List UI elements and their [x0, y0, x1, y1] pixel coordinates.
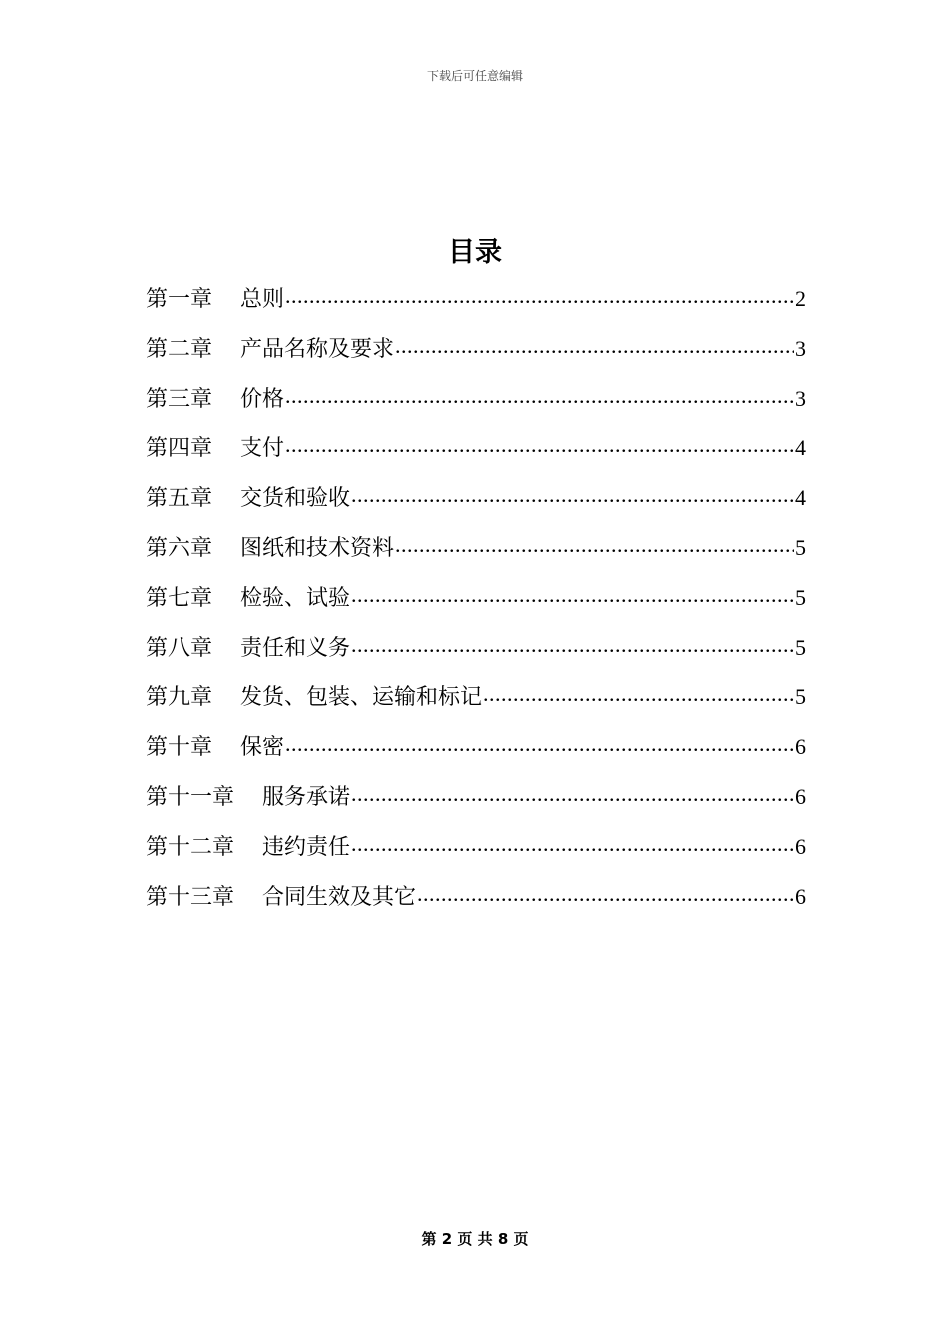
toc-chapter-title: 违约责任 — [262, 834, 351, 860]
toc-page-number: 5 — [795, 534, 806, 560]
header-note: 下载后可任意编辑 — [426, 69, 523, 83]
toc-chapter-number: 第十三章 — [146, 884, 235, 910]
toc-chapter-title: 责任和义务 — [240, 635, 351, 661]
toc-title: 目录 — [448, 237, 502, 268]
toc-page-number: 6 — [795, 734, 806, 760]
toc-chapter-title: 发货、包装、运输和标记 — [240, 685, 483, 711]
toc-chapter-number: 第十一章 — [146, 784, 235, 810]
toc-entry[interactable] — [146, 678, 806, 728]
toc-page-number: 3 — [795, 335, 806, 361]
toc-entry[interactable] — [146, 479, 806, 529]
toc-chapter-number: 第六章 — [146, 535, 213, 561]
toc-dot-leader — [351, 635, 794, 655]
toc-entry[interactable] — [146, 878, 806, 928]
table-of-contents — [146, 280, 806, 927]
toc-chapter-number: 第七章 — [146, 585, 213, 611]
toc-entry[interactable] — [146, 728, 806, 778]
toc-chapter-number: 第十二章 — [146, 834, 235, 860]
toc-entry[interactable] — [146, 629, 806, 679]
toc-entry[interactable] — [146, 828, 806, 878]
toc-chapter-title: 图纸和技术资料 — [240, 535, 395, 561]
toc-dot-leader — [395, 535, 794, 555]
toc-dot-leader — [417, 884, 794, 904]
toc-page-number: 5 — [795, 634, 806, 660]
toc-dot-leader — [351, 485, 794, 505]
toc-chapter-number: 第三章 — [146, 386, 213, 412]
toc-dot-leader — [351, 784, 794, 804]
toc-chapter-title: 服务承诺 — [262, 784, 351, 810]
toc-page-number: 6 — [795, 783, 806, 809]
toc-chapter-number: 第四章 — [146, 436, 213, 462]
toc-chapter-title: 保密 — [240, 735, 285, 761]
toc-chapter-title: 交货和验收 — [240, 486, 351, 512]
toc-page-number: 2 — [795, 286, 806, 311]
toc-chapter-number: 第一章 — [146, 287, 213, 312]
toc-entry[interactable] — [146, 330, 806, 380]
toc-dot-leader — [483, 684, 794, 704]
toc-chapter-title: 价格 — [240, 386, 285, 412]
toc-page-number: 6 — [795, 883, 806, 909]
toc-dot-leader — [395, 336, 794, 356]
toc-dot-leader — [285, 734, 794, 754]
toc-page-number: 6 — [795, 833, 806, 859]
toc-page-number: 3 — [795, 385, 806, 411]
toc-dot-leader — [285, 386, 794, 406]
toc-chapter-title: 支付 — [240, 436, 285, 462]
toc-chapter-title: 产品名称及要求 — [240, 336, 395, 362]
toc-chapter-title: 检验、试验 — [240, 585, 351, 611]
toc-entry[interactable] — [146, 778, 806, 828]
toc-entry[interactable] — [146, 280, 806, 330]
page-indicator: 第 2 页 共 8 页 — [421, 1230, 529, 1248]
toc-page-number: 4 — [795, 435, 806, 461]
toc-page-number: 5 — [795, 684, 806, 710]
toc-chapter-number: 第十章 — [146, 735, 213, 761]
toc-chapter-number: 第九章 — [146, 685, 213, 711]
toc-entry[interactable] — [146, 429, 806, 479]
toc-entry[interactable] — [146, 529, 806, 579]
toc-page-number: 4 — [795, 485, 806, 511]
toc-entry[interactable] — [146, 380, 806, 430]
toc-chapter-number: 第五章 — [146, 486, 213, 512]
toc-dot-leader — [351, 585, 794, 605]
toc-chapter-number: 第八章 — [146, 635, 213, 661]
toc-dot-leader — [285, 286, 794, 306]
toc-dot-leader — [351, 834, 794, 854]
toc-chapter-title: 合同生效及其它 — [262, 884, 417, 910]
toc-chapter-number: 第二章 — [146, 336, 213, 362]
toc-dot-leader — [285, 435, 794, 455]
toc-page-number: 5 — [795, 584, 806, 610]
toc-chapter-title: 总则 — [240, 287, 285, 312]
toc-entry[interactable] — [146, 579, 806, 629]
